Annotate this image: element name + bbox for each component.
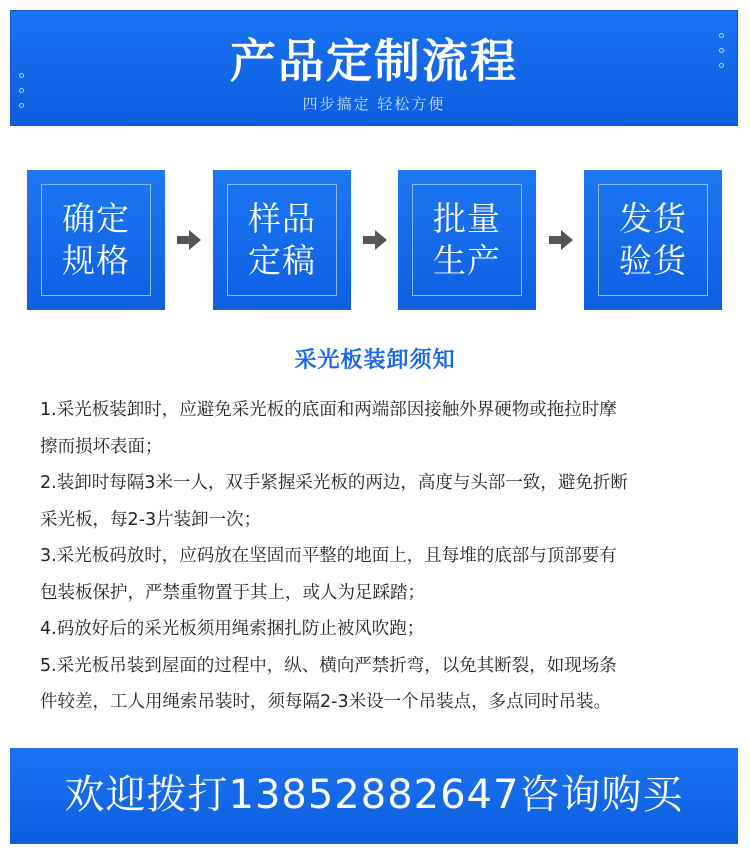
step-card-frame — [412, 184, 522, 296]
step-label-line1: 确定 — [62, 199, 130, 238]
notice-title: 采光板装卸须知 — [294, 348, 456, 373]
step-card-frame — [41, 184, 151, 296]
notice-line: 3.采光板码放时，应码放在坚固而平整的地面上，且每堆的底部与顶部要有 — [40, 546, 617, 566]
header-banner — [10, 10, 738, 126]
notice-line: 1.采光板装卸时，应避免采光板的底面和两端部因接触外界硬物或拖拉时摩 — [40, 400, 617, 420]
step-label-line2: 定稿 — [248, 241, 316, 280]
step-label-line2: 规格 — [62, 241, 130, 280]
step-label-line2: 生产 — [433, 241, 501, 280]
step-label-line1: 批量 — [433, 199, 501, 238]
contact-banner — [10, 748, 738, 844]
page-subtitle: 四步搞定 轻松方便 — [302, 95, 446, 113]
step-card-1 — [27, 170, 165, 310]
step-card-2 — [213, 170, 351, 310]
notice-list — [40, 392, 720, 721]
arrow-right-icon — [547, 228, 575, 252]
notice-line: 4.码放好后的采光板须用绳索捆扎防止被风吹跑； — [40, 619, 425, 639]
process-steps — [0, 170, 750, 310]
step-label-line2: 验货 — [619, 241, 687, 280]
page-title: 产品定制流程 — [230, 34, 518, 88]
notice-line: 2.装卸时每隔3米一人，双手紧握采光板的两边，高度与头部一致，避免折断 — [40, 473, 628, 493]
step-label-line1: 样品 — [248, 199, 316, 238]
notice-line: 件较差，工人用绳索吊装时，须每隔2-3米设一个吊装点，多点同时吊装。 — [40, 692, 612, 712]
step-label-line1: 发货 — [619, 199, 687, 238]
notice-line: 采光板，每2-3片装卸一次； — [40, 509, 262, 530]
step-card-frame — [227, 184, 337, 296]
arrow-right-icon — [175, 228, 203, 252]
step-card-4 — [584, 170, 722, 310]
notice-line: 包装板保护，严禁重物置于其上，或人为足踩踏； — [40, 582, 425, 603]
notice-line: 5.采光板吊装到屋面的过程中，纵、横向严禁折弯，以免其断裂，如现场条 — [40, 655, 617, 676]
arrow-right-icon — [361, 228, 389, 252]
step-card-3 — [398, 170, 536, 310]
contact-phone-text: 欢迎拨打13852882647咨询购买 — [64, 772, 684, 818]
notice-line: 擦而损坏表面； — [40, 436, 163, 457]
step-card-frame — [598, 184, 708, 296]
